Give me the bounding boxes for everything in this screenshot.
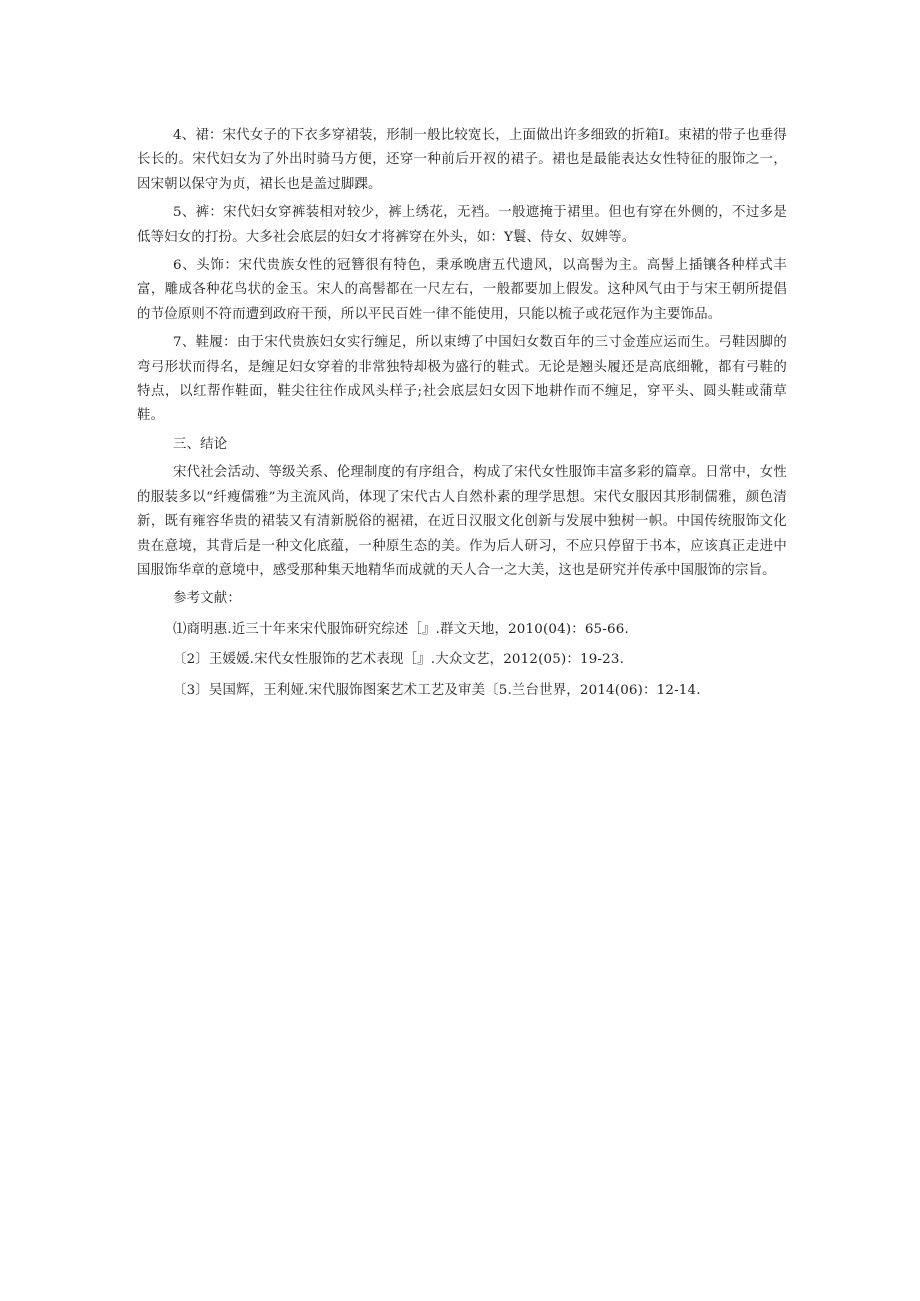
reference-item-1: ⑴商明惠.近三十年来宋代服饰研究综述［』.群文天地，2010(04)：65-66.	[173, 621, 629, 637]
paragraph-shoes: 7、鞋履：由于宋代贵族妇女实行缠足，所以束缚了中国妇女数百年的三寸金莲应运而生。弓鞋因脚的弯弓形状而得名，是缠足妇女穿着的非常独特却极为盛行的鞋式。无论是翘头履还是高底细靴，都有弓鞋的特点，以红帮作鞋面，鞋尖往往作成风头样子;社会底层妇女因下地耕作而不缠足，穿平头、圆头鞋或蒲草鞋。	[137, 335, 787, 424]
reference-item-2: 〔2〕王媛媛.宋代女性服饰的艺术表现［』.大众文艺，2012(05)：19-23.	[173, 652, 625, 668]
document-body	[137, 124, 787, 709]
references-title: 参考文献：	[173, 591, 241, 607]
reference-item-3: 〔3〕吴国辉，王利娅.宋代服饰图案艺术工艺及审美〔5.兰台世界，2014(06)：12-14.	[173, 682, 701, 698]
conclusion-heading: 三、结论	[173, 436, 228, 452]
paragraph-trousers: 5、裤：宋代妇女穿裤装相对较少，裤上绣花，无裆。一般遮掩于裙里。但也有穿在外侧的，不过多是低等妇女的打扮。大多社会底层的妇女才将裤穿在外头，如：Y鬟、侍女、奴婢等。	[137, 205, 787, 245]
conclusion-paragraph: 宋代社会活动、等级关系、伦理制度的有序组合，构成了宋代女性服饰丰富多彩的篇章。日常中，女性的服装多以“纤瘦儒雅”为主流风尚，体现了宋代古人自然朴素的理学思想。宋代女服因其形制儒雅，颜色清新，既有雍容华贵的裙装又有清新脱俗的裾裙，在近日汉服文化创新与发展中独树一帜。中国传统服饰文化贵在意境，其背后是一种文化底蕴，一种原生态的美。作为后人研习，不应只停留于书本，应该真正走进中国服饰华章的意境中，感受那种集天地精华而成就的天人合一之大美，这也是研究并传承中国服饰的宗旨。	[137, 465, 787, 578]
paragraph-headwear: 6、头饰：宋代贵族女性的冠簪很有特色，秉承晚唐五代遗风，以高髻为主。高髻上插镶各种样式丰富，雕成各种花鸟状的金玉。宋人的高髻都在一尺左右，一般都要加上假发。这种风气由于与宋王朝所提倡的节俭原则不符而遭到政府干预，所以平民百姓一律不能使用，只能以梳子或花冠作为主要饰品。	[137, 258, 787, 322]
paragraph-skirt: 4、裙：宋代女子的下衣多穿裙装，形制一般比较宽长，上面做出许多细致的折箱Ⅰ。束裙的带子也垂得长长的。宋代妇女为了外出时骑马方便，还穿一种前后开衩的裙子。裙也是最能表达女性特征的服饰之一，因宋朝以保守为贞，裙长也是盖过脚踝。	[137, 128, 787, 192]
